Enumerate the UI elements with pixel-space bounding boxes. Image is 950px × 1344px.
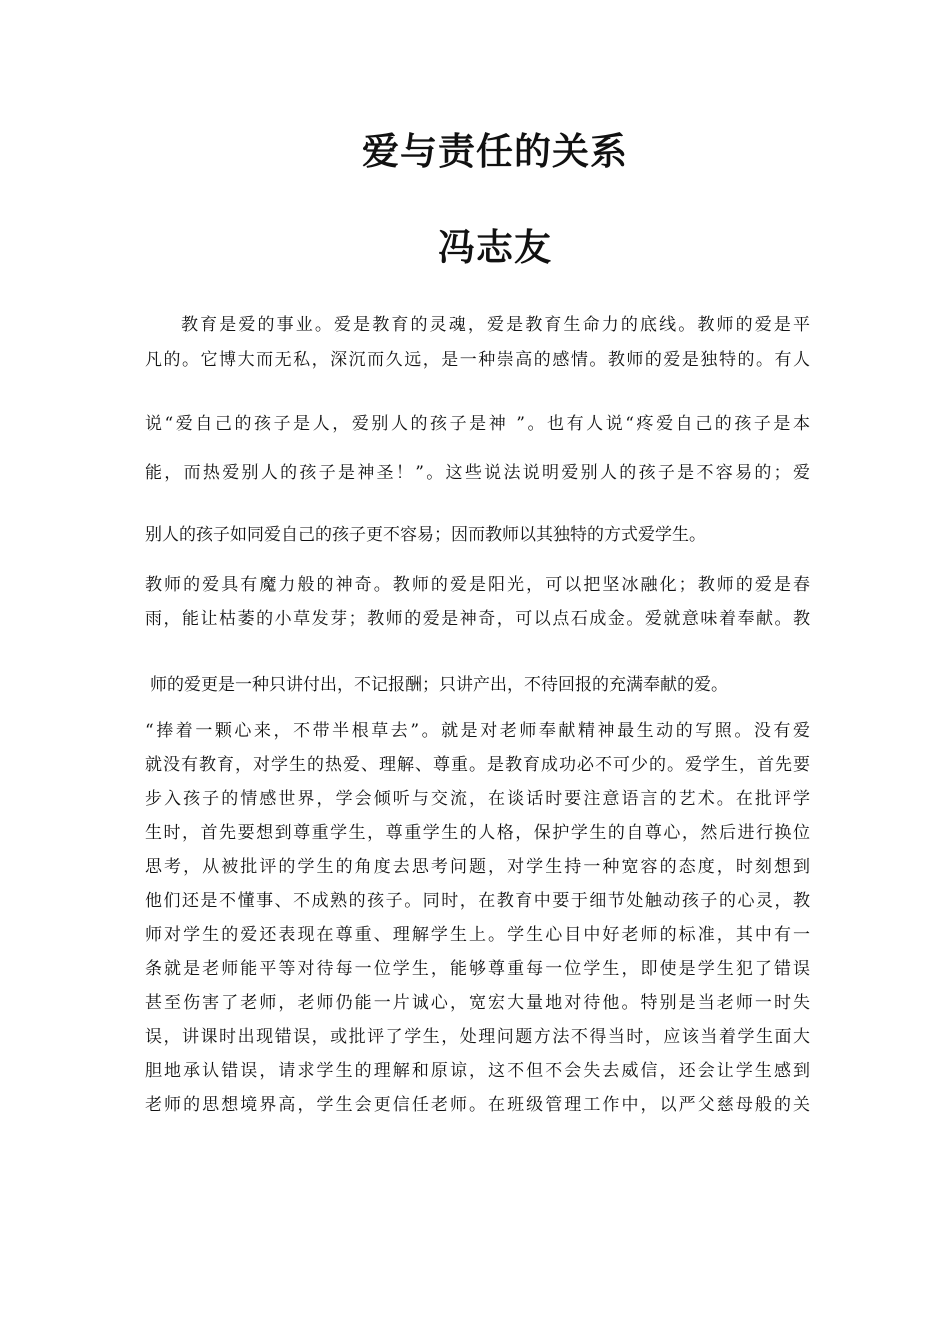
text-line: 能，而热爱别人的孩子是神圣！”。这些说法说明爱别人的孩子是不容易的；爱 [145, 463, 810, 483]
text-line: 老师的思想境界高，学生会更信任老师。在班级管理工作中，以严父慈母般的关 [145, 1095, 810, 1115]
text-line: 凡的。它博大而无私，深沉而久远，是一种崇高的感情。教师的爱是独特的。有人 [145, 350, 810, 370]
text-line: 别人的孩子如同爱自己的孩子更不容易；因而教师以其独特的方式爱学生。 [145, 525, 706, 545]
text-line: 胆地承认错误，请求学生的理解和原谅，这不但不会失去威信，还会让学生感到 [145, 1061, 810, 1081]
document-author: 冯志友 [438, 225, 552, 269]
text-line: 教育是爱的事业。爱是教育的灵魂，爱是教育生命力的底线。教师的爱是平 [181, 315, 810, 335]
text-line: 师的爱更是一种只讲付出，不记报酬；只讲产出，不待回报的充满奉献的爱。 [150, 675, 728, 695]
text-line: 甚至伤害了老师，老师仍能一片诚心，宽宏大量地对待他。特别是当老师一时失 [145, 993, 810, 1013]
text-line: 他们还是不懂事、不成熟的孩子。同时，在教育中要于细节处触动孩子的心灵，教 [145, 891, 810, 911]
text-line: 思考，从被批评的学生的角度去思考问题，对学生持一种宽容的态度，时刻想到 [145, 857, 810, 877]
text-line: 说“爱自己的孩子是人，爱别人的孩子是神 ”。也有人说“疼爱自己的孩子是本 [145, 414, 810, 434]
text-line: 误，讲课时出现错误，或批评了学生，处理问题方法不得当时，应该当着学生面大 [145, 1027, 810, 1047]
text-line: “捧着一颗心来，不带半根草去”。就是对老师奉献精神最生动的写照。没有爱 [145, 721, 810, 741]
text-line: 雨，能让枯萎的小草发芽；教师的爱是神奇，可以点石成金。爱就意味着奉献。教 [145, 609, 810, 629]
text-line: 生时，首先要想到尊重学生，尊重学生的人格，保护学生的自尊心，然后进行换位 [145, 823, 810, 843]
document-title: 爱与责任的关系 [362, 129, 628, 173]
text-line: 教师的爱具有魔力般的神奇。教师的爱是阳光，可以把坚冰融化；教师的爱是春 [145, 575, 810, 595]
text-line: 步入孩子的情感世界，学会倾听与交流，在谈话时要注意语言的艺术。在批评学 [145, 789, 810, 809]
text-line: 就没有教育，对学生的热爱、理解、尊重。是教育成功必不可少的。爱学生，首先要 [145, 755, 810, 775]
text-line: 条就是老师能平等对待每一位学生，能够尊重每一位学生，即使是学生犯了错误 [145, 959, 810, 979]
text-line: 师对学生的爱还表现在尊重、理解学生上。学生心目中好老师的标准，其中有一 [145, 925, 810, 945]
